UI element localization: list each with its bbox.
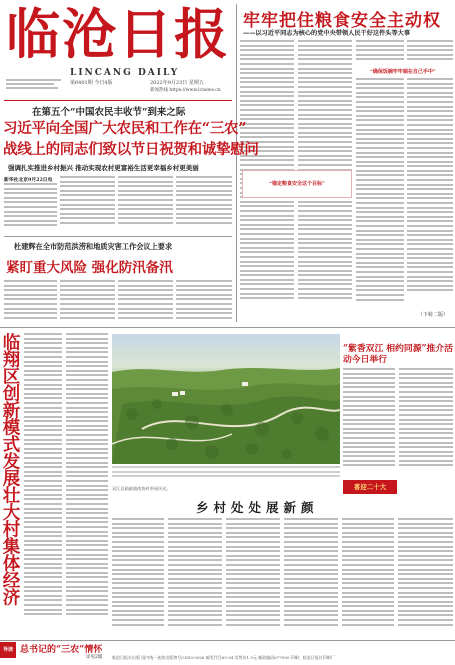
vertical-headline: 临翔区创新模式发展壮大村集体经济 bbox=[0, 333, 20, 605]
badge-text: 喜迎二十大 bbox=[353, 483, 387, 491]
second-col-2 bbox=[60, 280, 115, 324]
section-col-2 bbox=[168, 518, 222, 636]
lead-col-1 bbox=[4, 183, 57, 231]
feature-title: “紫香双江 相约同源”推介活动今日举行 bbox=[343, 344, 453, 365]
masthead-issue: 第6401期 今日4版 bbox=[70, 80, 113, 86]
lead-divider bbox=[4, 236, 232, 237]
guide-tag bbox=[0, 642, 16, 658]
second-col-1 bbox=[4, 280, 57, 324]
continued-note: （下转二版） bbox=[418, 312, 449, 318]
footer-text: 临沧日报社出版 国内统一连续出版物号CN53-0026 邮发代号63-34 零售价1.5元 邮政编码677000 印刷：临沧日报社印刷厂 bbox=[112, 655, 335, 660]
section-col-3 bbox=[226, 518, 280, 636]
top-story-col-4 bbox=[407, 40, 453, 66]
sidebar-quote: “确保饭碗牢牢端在自己手中” bbox=[370, 69, 436, 75]
lead-kicker: 在第五个“中国农民丰收节”到来之际 bbox=[32, 107, 186, 118]
top-story-col-3b bbox=[356, 78, 404, 310]
second-col-4 bbox=[176, 280, 232, 324]
section-col-6 bbox=[398, 518, 453, 636]
lead-dateline: 新华社北京9月22日电 bbox=[4, 177, 53, 183]
feature-photo bbox=[112, 334, 340, 464]
anniversary-badge bbox=[343, 480, 397, 494]
section-col-4 bbox=[284, 518, 338, 636]
second-kicker: 杜建辉在全市防范洪涝和地质灾害工作会议上要求 bbox=[14, 242, 173, 251]
lead-col-4 bbox=[176, 176, 232, 231]
photo-caption: 双江县勐勐镇南协村茶园风光。 bbox=[112, 486, 171, 491]
vertical-story-col-2 bbox=[66, 333, 108, 633]
masthead-info-left bbox=[6, 79, 66, 91]
second-headline: 紧盯重大风险 强化防汛备汛 bbox=[6, 260, 173, 276]
top-story-col-4b bbox=[407, 78, 453, 308]
feature-col-1 bbox=[343, 368, 395, 476]
lead-col-3 bbox=[118, 176, 173, 231]
top-story-col-3 bbox=[356, 40, 404, 66]
section-title: 乡村处处展新颜 bbox=[196, 500, 319, 515]
top-story-subtitle: ——以习近平同志为核心的党中央带领人民干好这件头等大事 bbox=[243, 30, 411, 37]
quote-box bbox=[242, 170, 352, 198]
second-col-3 bbox=[118, 280, 173, 324]
lead-headline-1: 习近平向全国广大农民和工作在“三农” bbox=[3, 120, 247, 137]
lead-subhead: 强调扎实推进乡村振兴 推动实现农村更富裕生活更幸福乡村更美丽 bbox=[8, 164, 199, 172]
guide-page: 详见2版 bbox=[86, 655, 103, 660]
masthead bbox=[0, 0, 233, 100]
column-divider bbox=[236, 4, 237, 322]
masthead-divider bbox=[4, 100, 232, 101]
page-divider bbox=[0, 327, 455, 328]
lead-headline-2: 战线上的同志们致以节日祝贺和诚挚慰问 bbox=[3, 141, 259, 158]
section-col-5 bbox=[342, 518, 394, 636]
feature-col-2 bbox=[399, 368, 453, 476]
masthead-title: 临沧日报 bbox=[6, 2, 230, 66]
masthead-english: LINCANG DAILY bbox=[70, 68, 180, 78]
tea-plantation-image bbox=[112, 334, 340, 464]
masthead-date: 2022年9月23日 星期五 bbox=[150, 80, 204, 86]
guide-headline: 总书记的“三农”情怀 bbox=[20, 645, 103, 655]
section-col-1 bbox=[112, 518, 164, 636]
masthead-url: 新闻热线 https://www.lcnews.cn bbox=[150, 88, 221, 93]
footer-rule bbox=[112, 640, 455, 641]
lead-col-2 bbox=[60, 176, 115, 231]
top-story-title: 牢牢把住粮食安全主动权 bbox=[243, 11, 441, 31]
guide-divider bbox=[0, 640, 112, 641]
guide-tag-text: 导读 bbox=[2, 647, 13, 653]
quote-box-text: “锚定粮食安全这个目标” bbox=[269, 181, 325, 187]
vertical-story-col-1 bbox=[24, 333, 62, 633]
